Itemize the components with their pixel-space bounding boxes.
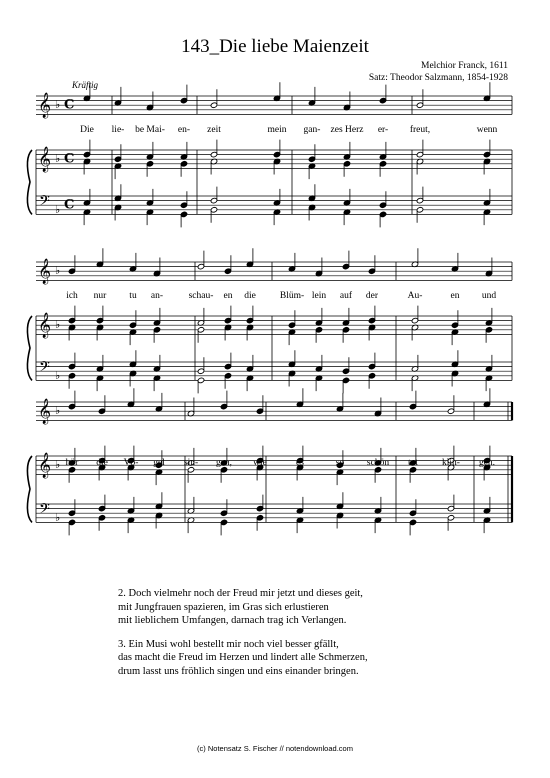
- time-signature: C: [64, 197, 75, 213]
- time-signature: C: [64, 151, 75, 167]
- piano-brace: [27, 456, 32, 522]
- flat-icon: ♭: [55, 98, 61, 112]
- time-signature: C: [64, 97, 75, 113]
- treble-clef-icon: 𝄞: [38, 259, 52, 284]
- lyric-syllable: lie-: [111, 125, 125, 135]
- treble-clef-icon: 𝄞: [38, 93, 52, 118]
- flat-icon: ♭: [55, 368, 61, 382]
- flat-icon: ♭: [55, 510, 61, 524]
- verse-2: [118, 587, 368, 628]
- lyric-syllable: an-: [150, 291, 164, 301]
- treble-clef-icon: 𝄞: [38, 399, 52, 424]
- footer-credit: (c) Notensatz S. Fischer // notendownload.com: [197, 744, 353, 753]
- lyric-syllable: auf: [339, 291, 353, 301]
- piano-brace: [27, 150, 32, 214]
- lyric-syllable: hör: [65, 458, 79, 468]
- lyric-syllable: es: [296, 458, 304, 468]
- lyric-syllable: gan-: [303, 125, 321, 135]
- flat-icon: ♭: [55, 152, 61, 166]
- lyric-syllable: sin-: [183, 458, 199, 468]
- bass-clef-icon: 𝄢: [39, 501, 50, 521]
- lyric-syllable: tu: [129, 291, 137, 301]
- lyric-syllable: schön: [366, 458, 390, 468]
- lyric-syllable: en: [450, 291, 460, 301]
- lyric-syllable: Die: [80, 125, 94, 135]
- verse-3: [118, 638, 368, 679]
- lyric-syllable: gen.: [478, 458, 496, 468]
- lyric-syllable: schau-: [188, 291, 214, 301]
- flat-icon: ♭: [55, 264, 61, 278]
- lyric-syllable: Blüm-: [279, 291, 305, 301]
- verse-line: 3. Ein Musi wohl bestellt mir noch viel besser gfällt,: [118, 638, 339, 650]
- treble-clef-icon: 𝄞: [38, 147, 52, 172]
- lyric-syllable: be Mai-: [135, 125, 165, 135]
- lyric-syllable: klin-: [442, 458, 460, 468]
- flat-icon: ♭: [55, 458, 61, 472]
- lyric-syllable: er-: [377, 125, 389, 135]
- lyric-syllable: tut: [407, 458, 419, 468]
- lyric-syllable: freut,: [409, 125, 431, 135]
- lyric-syllable: en-: [177, 125, 191, 135]
- bass-clef-icon: 𝄢: [39, 359, 50, 379]
- arranger: Satz: Theodor Salzmann, 1854-1928: [368, 73, 508, 83]
- treble-clef-icon: 𝄞: [38, 313, 52, 338]
- lyric-syllable: wie: [253, 458, 267, 468]
- lyric-syllable: wenn: [476, 125, 498, 135]
- tempo-marking: Kräftig: [72, 80, 99, 90]
- lyric-syllable: ich: [66, 291, 78, 301]
- verse-line: das macht die Freud im Herzen und lindert alle Schmerzen,: [118, 652, 368, 663]
- verse-line: 2. Doch vielmehr noch der Freud mir jetzt und dieses geit,: [118, 588, 363, 599]
- lyric-syllable: gel: [153, 458, 165, 468]
- verse-line: drum lasst uns fröhlich singen und eins einander bringen.: [118, 665, 359, 677]
- lyric-syllable: und: [481, 291, 497, 301]
- composer: Melchior Franck, 1611: [421, 61, 508, 71]
- lyric-syllable: mein: [267, 125, 287, 135]
- verse-line: mit Jungfrauen spazieren, im Gras sich erlustieren: [118, 601, 329, 613]
- lyric-syllable: Au-: [407, 291, 423, 301]
- flat-icon: ♭: [55, 202, 61, 216]
- lyric-syllable: zeit: [207, 125, 221, 135]
- lyric-syllable: so: [335, 458, 345, 468]
- lyric-syllable: en: [223, 291, 233, 301]
- page-title: 143_Die liebe Maienzeit: [181, 36, 369, 57]
- treble-clef-icon: 𝄞: [38, 453, 52, 478]
- lyric-syllable: die: [244, 291, 256, 301]
- flat-icon: ♭: [55, 318, 61, 332]
- lyric-syllable: gen,: [215, 458, 233, 468]
- lyric-syllable: nur: [93, 291, 107, 301]
- piano-brace: [27, 316, 32, 380]
- lyric-syllable: die: [96, 458, 108, 468]
- lyric-syllable: lein: [311, 291, 327, 301]
- lyric-syllable: zes Herz: [330, 125, 364, 135]
- bass-clef-icon: 𝄢: [39, 193, 50, 213]
- verse-line: mit lieblichem Umfangen, darnach trag ich Verlangen.: [118, 615, 347, 626]
- verses: [118, 587, 368, 688]
- lyric-syllable: der: [365, 291, 379, 301]
- flat-icon: ♭: [55, 404, 61, 418]
- lyric-syllable: Vö-: [123, 458, 139, 468]
